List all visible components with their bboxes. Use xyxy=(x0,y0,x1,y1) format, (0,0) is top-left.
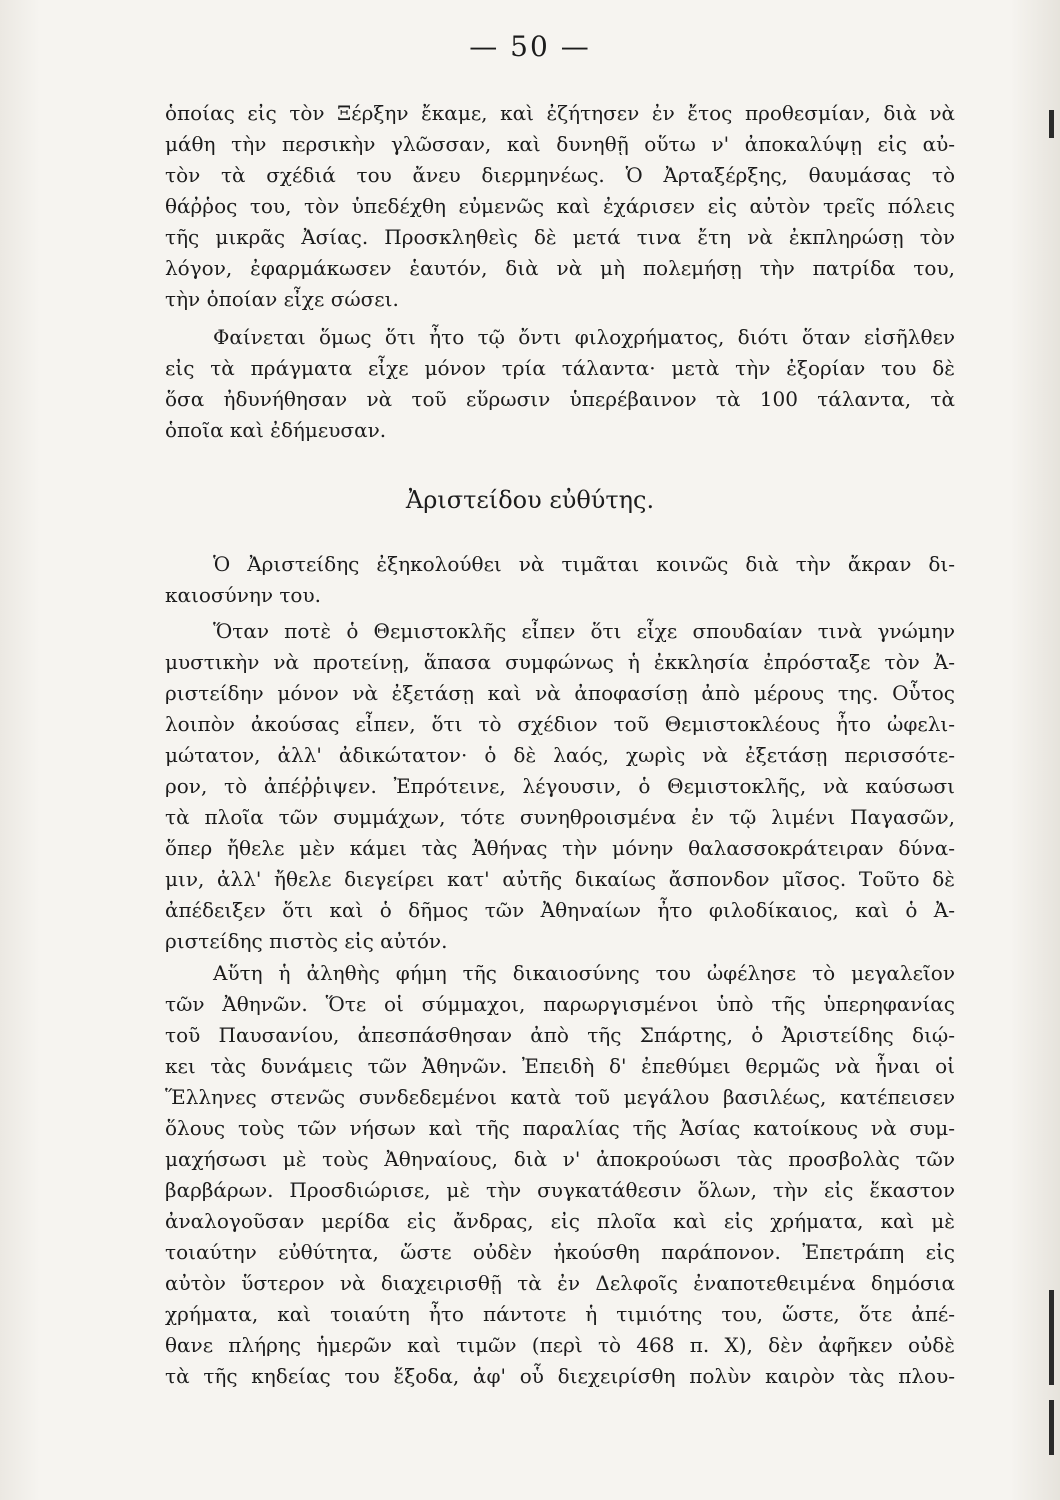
page-edge-mark xyxy=(1049,1400,1054,1455)
text-line: μάθη τὴν περσικὴν γλῶσσαν, καὶ δυνηθῇ οὕτω ν' ἀποκαλύψῃ εἰς αὐ- xyxy=(165,132,955,156)
text-line: Ὁ Ἀριστείδης ἐξηκολούθει νὰ τιμᾶται κοινῶς διὰ τὴν ἄκραν δι- xyxy=(213,552,955,576)
text-line: ὅπερ ἤθελε μὲν κάμει τὰς Ἀθήνας τὴν μόνην θαλασσοκράτειραν δύνα- xyxy=(165,836,955,860)
text-line: βαρβάρων. Προσδιώρισε, μὲ τὴν συγκατάθεσιν ὅλων, τὴν εἰς ἕκαστον xyxy=(165,1178,955,1202)
text-line: κει τὰς δυνάμεις τῶν Ἀθηνῶν. Ἐπειδὴ δ' ἐπεθύμει θερμῶς νὰ ἦναι οἱ xyxy=(165,1054,955,1078)
section-heading: Ἀριστείδου εὐθύτης. xyxy=(405,486,655,514)
paragraph-themistocles-end xyxy=(165,98,955,315)
text-line: τῶν Ἀθηνῶν. Ὅτε οἱ σύμμαχοι, παρωργισμένοι ὑπὸ τῆς ὑπερηφανίας xyxy=(165,992,955,1016)
paragraph-aristides-justice xyxy=(165,549,955,611)
text-line: μυστικὴν νὰ προτείνῃ, ἅπασα συμφώνως ἡ ἐκκλησία ἐπρόσταξε τὸν Ἀ- xyxy=(165,650,955,674)
text-line: Ὅταν ποτὲ ὁ Θεμιστοκλῆς εἶπεν ὅτι εἶχε σπουδαίαν τινὰ γνώμην xyxy=(213,619,955,643)
text-line: τὴν ὁποίαν εἶχε σώσει. xyxy=(165,287,399,311)
text-line: τῆς μικρᾶς Ἀσίας. Προσκληθεὶς δὲ μετά τινα ἔτη νὰ ἐκπληρώσῃ τὸν xyxy=(165,225,955,249)
text-line: λοιπὸν ἀκούσας εἶπεν, ὅτι τὸ σχέδιον τοῦ Θεμιστοκλέους ἦτο ὠφελι- xyxy=(165,712,955,736)
text-line: Αὕτη ἡ ἀληθὴς φήμη τῆς δικαιοσύνης του ὠφέλησε τὸ μεγαλεῖον xyxy=(213,961,955,985)
page-number: — 50 — xyxy=(469,30,591,63)
text-line: χρήματα, καὶ τοιαύτη ἦτο πάντοτε ἡ τιμιότης του, ὥστε, ὅτε ἀπέ- xyxy=(165,1302,955,1326)
text-line: εἰς τὰ πράγματα εἶχε μόνον τρία τάλαντα· μετὰ τὴν ἐξορίαν του δὲ xyxy=(165,356,955,380)
text-line: μώτατον, ἀλλ' ἀδικώτατον· ὁ δὲ λαός, χωρὶς νὰ ἐξετάσῃ περισσότε- xyxy=(165,743,955,767)
text-line: ριστείδης πιστὸς εἰς αὐτόν. xyxy=(165,929,448,953)
text-line: μιν, ἀλλ' ἤθελε διεγείρει κατ' αὐτῆς δικαίως ἄσπονδον μῖσος. Τοῦτο δὲ xyxy=(165,867,955,891)
page-edge-mark xyxy=(1049,110,1054,138)
text-line: θάῤῥος του, τὸν ὑπεδέχθη εὐμενῶς καὶ ἐχάρισεν εἰς αὐτὸν τρεῖς πόλεις xyxy=(165,194,955,218)
text-line: τὸν τὰ σχέδιά του ἄνευ διερμηνέως. Ὁ Ἀρταξέρξης, θαυμάσας τὸ xyxy=(165,163,955,187)
text-line: ἀναλογοῦσαν μερίδα εἰς ἄνδρας, εἰς πλοῖα καὶ εἰς χρήματα, καὶ μὲ xyxy=(165,1209,955,1233)
paragraph-aristides-fame xyxy=(165,958,955,1392)
text-line: ἀπέδειξεν ὅτι καὶ ὁ δῆμος τῶν Ἀθηναίων ἦτο φιλοδίκαιος, καὶ ὁ Ἀ- xyxy=(165,898,955,922)
text-line: λόγον, ἐφαρμάκωσεν ἑαυτόν, διὰ νὰ μὴ πολεμήσῃ τὴν πατρίδα του, xyxy=(165,256,955,280)
text-line: τὰ τῆς κηδείας του ἔξοδα, ἀφ' οὗ διεχειρίσθη πολὺν καιρὸν τὰς πλου- xyxy=(165,1364,955,1388)
text-line: θανε πλήρης ἡμερῶν καὶ τιμῶν (περὶ τὸ 468 π. Χ), δὲν ἀφῆκεν οὐδὲ xyxy=(165,1333,955,1357)
text-line: Φαίνεται ὅμως ὅτι ἦτο τῷ ὄντι φιλοχρήματος, διότι ὅταν εἰσῆλθεν xyxy=(213,325,955,349)
text-line: Ἕλληνες στενῶς συνδεδεμένοι κατὰ τοῦ μεγάλου βασιλέως, κατέπεισεν xyxy=(165,1085,955,1109)
text-line: ὅσα ἠδυνήθησαν νὰ τοῦ εὕρωσιν ὑπερέβαινον τὰ 100 τάλαντα, τὰ xyxy=(165,387,955,411)
text-line: ριστείδην μόνον νὰ ἐξετάσῃ καὶ νὰ ἀποφασίσῃ ἀπὸ μέρους της. Οὗτος xyxy=(165,681,955,705)
paragraph-themistocles-plan xyxy=(165,616,955,957)
text-line: τοιαύτην εὐθύτητα, ὥστε οὐδὲν ἠκούσθη παράπονον. Ἐπετράπη εἰς xyxy=(165,1240,955,1264)
text-line: καιοσύνην του. xyxy=(165,583,321,607)
text-line: αὐτὸν ὕστερον νὰ διαχειρισθῇ τὰ ἐν Δελφοῖς ἐναποτεθειμένα δημόσια xyxy=(165,1271,955,1295)
text-line: μαχήσωσι μὲ τοὺς Ἀθηναίους, διὰ ν' ἀποκρούωσι τὰς προσβολὰς τῶν xyxy=(165,1147,955,1171)
text-line: τοῦ Παυσανίου, ἀπεσπάσθησαν ἀπὸ τῆς Σπάρτης, ὁ Ἀριστείδης διῴ- xyxy=(165,1023,955,1047)
text-line: ὅλους τοὺς τῶν νήσων καὶ τῆς παραλίας τῆς Ἀσίας κατοίκους νὰ συμ- xyxy=(165,1116,955,1140)
text-line: ὁποῖα καὶ ἐδήμευσαν. xyxy=(165,418,387,442)
page-edge-mark xyxy=(1049,1290,1054,1385)
paragraph-avarice xyxy=(165,322,955,446)
text-line: ὁποίας εἰς τὸν Ξέρξην ἔκαμε, καὶ ἐζήτησεν ἐν ἔτος προθεσμίαν, διὰ νὰ xyxy=(165,101,955,125)
text-line: ρον, τὸ ἀπέῤῥιψεν. Ἐπρότεινε, λέγουσιν, ὁ Θεμιστοκλῆς, νὰ καύσωσι xyxy=(165,774,955,798)
text-line: τὰ πλοῖα τῶν συμμάχων, τότε συνηθροισμένα ἐν τῷ λιμένι Παγασῶν, xyxy=(165,805,955,829)
